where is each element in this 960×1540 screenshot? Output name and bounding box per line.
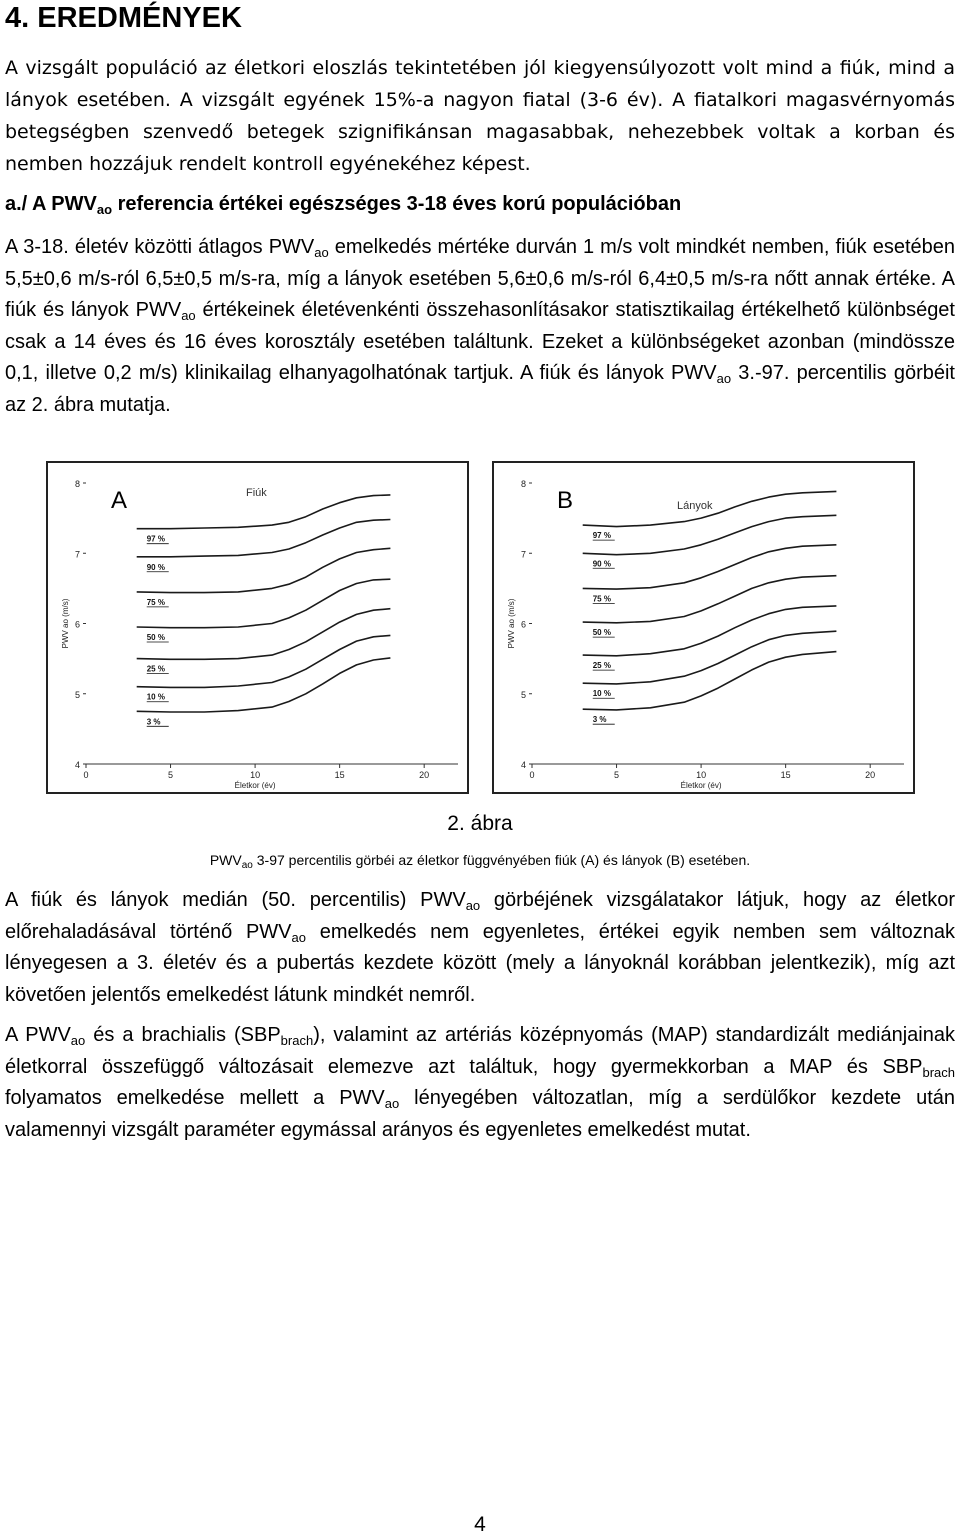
subsection-heading (5, 188, 681, 220)
series-label: 3 % (592, 715, 607, 725)
x-tick-label: 20 (865, 770, 876, 780)
subscript: ao (384, 1096, 400, 1111)
section-heading: 4. EREDMÉNYEK (5, 2, 242, 34)
subscript: ao (716, 371, 732, 386)
figure-caption (0, 852, 960, 871)
y-axis-label: PWV ao (m/s) (61, 598, 70, 649)
x-axis-label: Életkor (év) (680, 781, 722, 790)
panel-letter: B (557, 487, 574, 514)
x-tick-label: 5 (168, 770, 174, 780)
x-tick-label: 0 (83, 770, 89, 780)
series-label: 90 % (592, 559, 611, 569)
text-run: folyamatos emelkedése mellett a PWV (5, 1087, 385, 1109)
x-tick-label: 0 (529, 770, 535, 780)
subscript: brach (280, 1033, 314, 1048)
text-run: emelkedés nem egyenletes, értékei egyik nemben sem változnak lényegesen a 3. életév és a pubertás kezdete között (mely a lányoknál korábban jelentkezik), míg azt követően jelentős emelkedést látunk mindkét nemről. (5, 920, 955, 1006)
subscript: ao (70, 1033, 86, 1048)
x-tick-label: 5 (614, 770, 620, 780)
chart-panel-a (46, 461, 469, 794)
series-label: 90 % (146, 562, 165, 572)
figure-label: 2. ábra (447, 812, 513, 835)
y-tick-label: 6 (74, 619, 80, 630)
series-label: 25 % (592, 661, 611, 671)
y-tick-label: 4 (74, 760, 80, 770)
series-label: 50 % (146, 633, 165, 643)
y-tick-label: 8 (520, 479, 526, 489)
page-number: 4 (474, 1513, 486, 1536)
y-tick-label: 7 (520, 549, 526, 560)
results-paragraph (5, 232, 955, 421)
text-run: ), valamint az artériás középnyomás (MAP) standardizált mediánjainak életkorral összefüggő változásait elemezve azt találtuk, hogy gyermekkorban a MAP és SBP (5, 1024, 955, 1078)
y-axis-label: PWV ao (m/s) (507, 598, 516, 649)
series-label: 25 % (146, 664, 165, 674)
chart-title: Lányok (677, 500, 713, 512)
y-tick-label: 6 (520, 619, 526, 630)
y-tick-label: 7 (74, 549, 80, 560)
series-label: 10 % (592, 689, 611, 699)
caption-post: 3-97 percentilis görbéi az életkor függvényében fiúk (A) és lányok (B) esetében. (252, 852, 751, 868)
y-tick-label: 5 (520, 689, 526, 700)
x-tick-label: 20 (419, 770, 430, 780)
text-run: emelkedés mértéke durván 1 m/s volt mindkét nemben, fiúk esetében 5,5±0,6 m/s-ról 6,5±0,5 m/s-ra, míg a lányok esetében 5,6±0,6 m/s-ról 6,4±0,5 m/s-ra nőtt annak értéke. A fiúk és lányok PWV (5, 236, 955, 321)
y-tick-label: 8 (74, 479, 80, 489)
subscript: ao (314, 245, 329, 260)
x-tick-label: 15 (780, 770, 791, 780)
text-run: A fiúk és lányok medián (50. percentilis) PWV (5, 889, 466, 911)
series-label: 10 % (146, 692, 165, 702)
text-run: 3.-97. percentilis görbéit az 2. ábra mutatja. (5, 362, 955, 416)
text-run: A 3-18. életév közötti átlagos PWV (5, 236, 315, 258)
x-axis-label: Életkor (év) (234, 781, 276, 790)
text-run: és a brachialis (SBP (85, 1024, 281, 1046)
caption-sub: ao (241, 860, 253, 871)
subheading-post: referencia értékei egészséges 3-18 éves korú populációban (112, 193, 682, 215)
x-tick-label: 10 (696, 770, 707, 780)
y-tick-label: 4 (520, 760, 526, 770)
chart-panel-b (492, 461, 915, 794)
y-tick-label: 5 (74, 689, 80, 700)
x-tick-label: 10 (250, 770, 261, 780)
median-paragraph (5, 885, 955, 1011)
text-run: lényegében változatlan, míg a serdülőkor kezdete után valamennyi vizsgált paraméter egymással arányos és egyenletes emelkedést mutat. (5, 1087, 955, 1141)
subscript: ao (291, 929, 306, 945)
subscript: ao (465, 898, 481, 913)
series-label: 97 % (146, 534, 165, 544)
intro-paragraph: A vizsgált populáció az életkori eloszlás tekintetében jól kiegyensúlyozott volt mind a fiúk, mind a lányok esetében. A vizsgált egyének 15%-a nagyon fiatal (3-6 év). A fiatalkori magasvérnyomás betegségben szenvedő betegek szignifikánsan magasabbak, nehezebbek voltak a korban és nemben hozzájuk rendelt kontroll egyénekéhez képest. (5, 57, 955, 175)
series-label: 75 % (146, 597, 165, 607)
series-label: 3 % (146, 717, 161, 727)
series-label: 97 % (592, 531, 611, 541)
text-run: értékeinek életévenkénti összehasonlításakor statisztikailag értékelhető különbséget csak a 14 éves és 16 éves korosztály esetében találtunk. Ezeket a különbségeket azonban (mindössze 0,1, illetve 0,2 m/s) klinikailag elhanyagolhatónak tartjuk. A fiúk és lányok PWV (5, 299, 955, 384)
subscript: brach (922, 1064, 955, 1080)
subscript: ao (181, 308, 196, 323)
chart-a-svg (46, 461, 469, 794)
text-run: A PWV (5, 1024, 71, 1046)
subheading-sub: ao (96, 202, 113, 217)
x-tick-label: 15 (334, 770, 345, 780)
chart-b-svg (492, 461, 915, 794)
series-label: 75 % (592, 594, 611, 604)
caption-pre: PWV (209, 852, 242, 868)
panel-letter: A (111, 487, 128, 514)
subheading-pre: a./ A PWV (5, 193, 97, 215)
series-label: 50 % (592, 628, 611, 638)
chart-title: Fiúk (246, 487, 267, 499)
map-sbp-paragraph (5, 1020, 955, 1146)
text-run: görbéjének vizsgálatakor látjuk, hogy az életkor előrehaladásával történő PWV (5, 889, 955, 943)
